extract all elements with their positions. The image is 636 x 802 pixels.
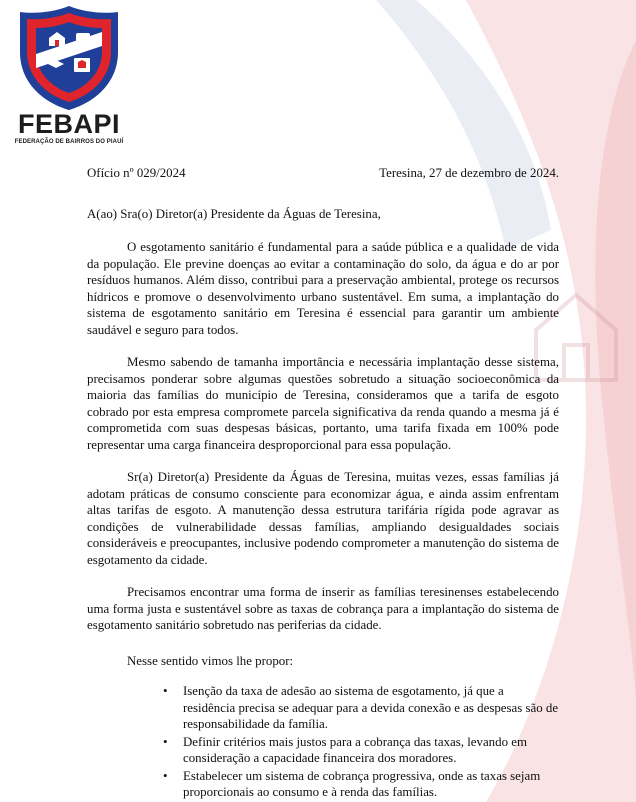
list-item: • Isenção da taxa de adesão ao sistema de esgotamento, já que a residência precisa se adequar para a devida conexão e as despesas são de responsabilidade da família. xyxy=(183,683,559,733)
shield-icon xyxy=(14,2,124,112)
proposal-intro: Nesse sentido vimos lhe propor: xyxy=(127,653,294,668)
list-item: • Estabelecer um sistema de cobrança progressiva, onde as taxas sejam proporcionais ao consumo e à renda das famílias. xyxy=(183,768,559,801)
logo-subtitle: FEDERAÇÃO DE BAIRROS DO PIAUÍ xyxy=(14,139,124,145)
logo-name: FEBAPI xyxy=(17,109,120,139)
letter-header xyxy=(87,165,559,182)
paragraph: Mesmo sabendo de tamanha importância e necessária implantação desse sistema, precisamos ponderar sobre algumas questões sobretudo a situação socioeconômica da maioria das famílias do município de Teresina, consideramos que a tarifa de esgoto cobrado por esta empresa compromete parcela significativa da renda quando a mesma já é comprometida com suas despesas básicas, portanto, uma tarifa fixada em 100% pode representar uma carga financeira desproporcional para essa população. xyxy=(87,355,559,452)
office-number: Ofício nº 029/2024 xyxy=(87,166,186,180)
paragraph: Precisamos encontrar uma forma de inserir as famílias teresinenses estabelecendo uma forma justa e sustentável sobre as taxas de cobrança para a implantação do sistema de esgotamento sanitário sobretudo nas periferias da cidade. xyxy=(87,585,559,632)
list-item: • Definir critérios mais justos para a cobrança das taxas, levando em consideração a capacidade financeira dos moradores. xyxy=(183,734,559,767)
place-date: Teresina, 27 de dezembro de 2024. xyxy=(379,166,559,180)
paragraph: O esgotamento sanitário é fundamental para a saúde pública e a qualidade de vida da população. Ele previne doenças ao evitar a contaminação do solo, da água e do ar por resíduos humanos. Além disso, contribui para a preservação ambiental, protege os recursos hídricos e promove o desenvolvimento urbano sustentável. Em suma, a implantação do sistema de esgotamento sanitário em Teresina é essencial para garantir um ambiente saudável e seguro para todos. xyxy=(87,240,559,337)
paragraph: Sr(a) Diretor(a) Presidente da Águas de Teresina, muitas vezes, essas famílias já adotam práticas de consumo consciente para economizar água, e ainda assim enfrentam altas tarifas de esgoto. A manutenção dessa estrutura tarifária rígida pode agravar as condições de vulnerabilidade dessas famílias, ampliando desigualdades sociais consideráveis e preocupantes, inclusive podendo comprometer a manutenção do sistema de esgotamento da cidade. xyxy=(87,470,559,567)
greeting: A(ao) Sra(o) Diretor(a) Presidente da Águas de Teresina, xyxy=(87,206,381,221)
letter-body xyxy=(87,165,559,802)
proposal-list xyxy=(87,683,559,801)
febapi-logo xyxy=(14,2,124,145)
